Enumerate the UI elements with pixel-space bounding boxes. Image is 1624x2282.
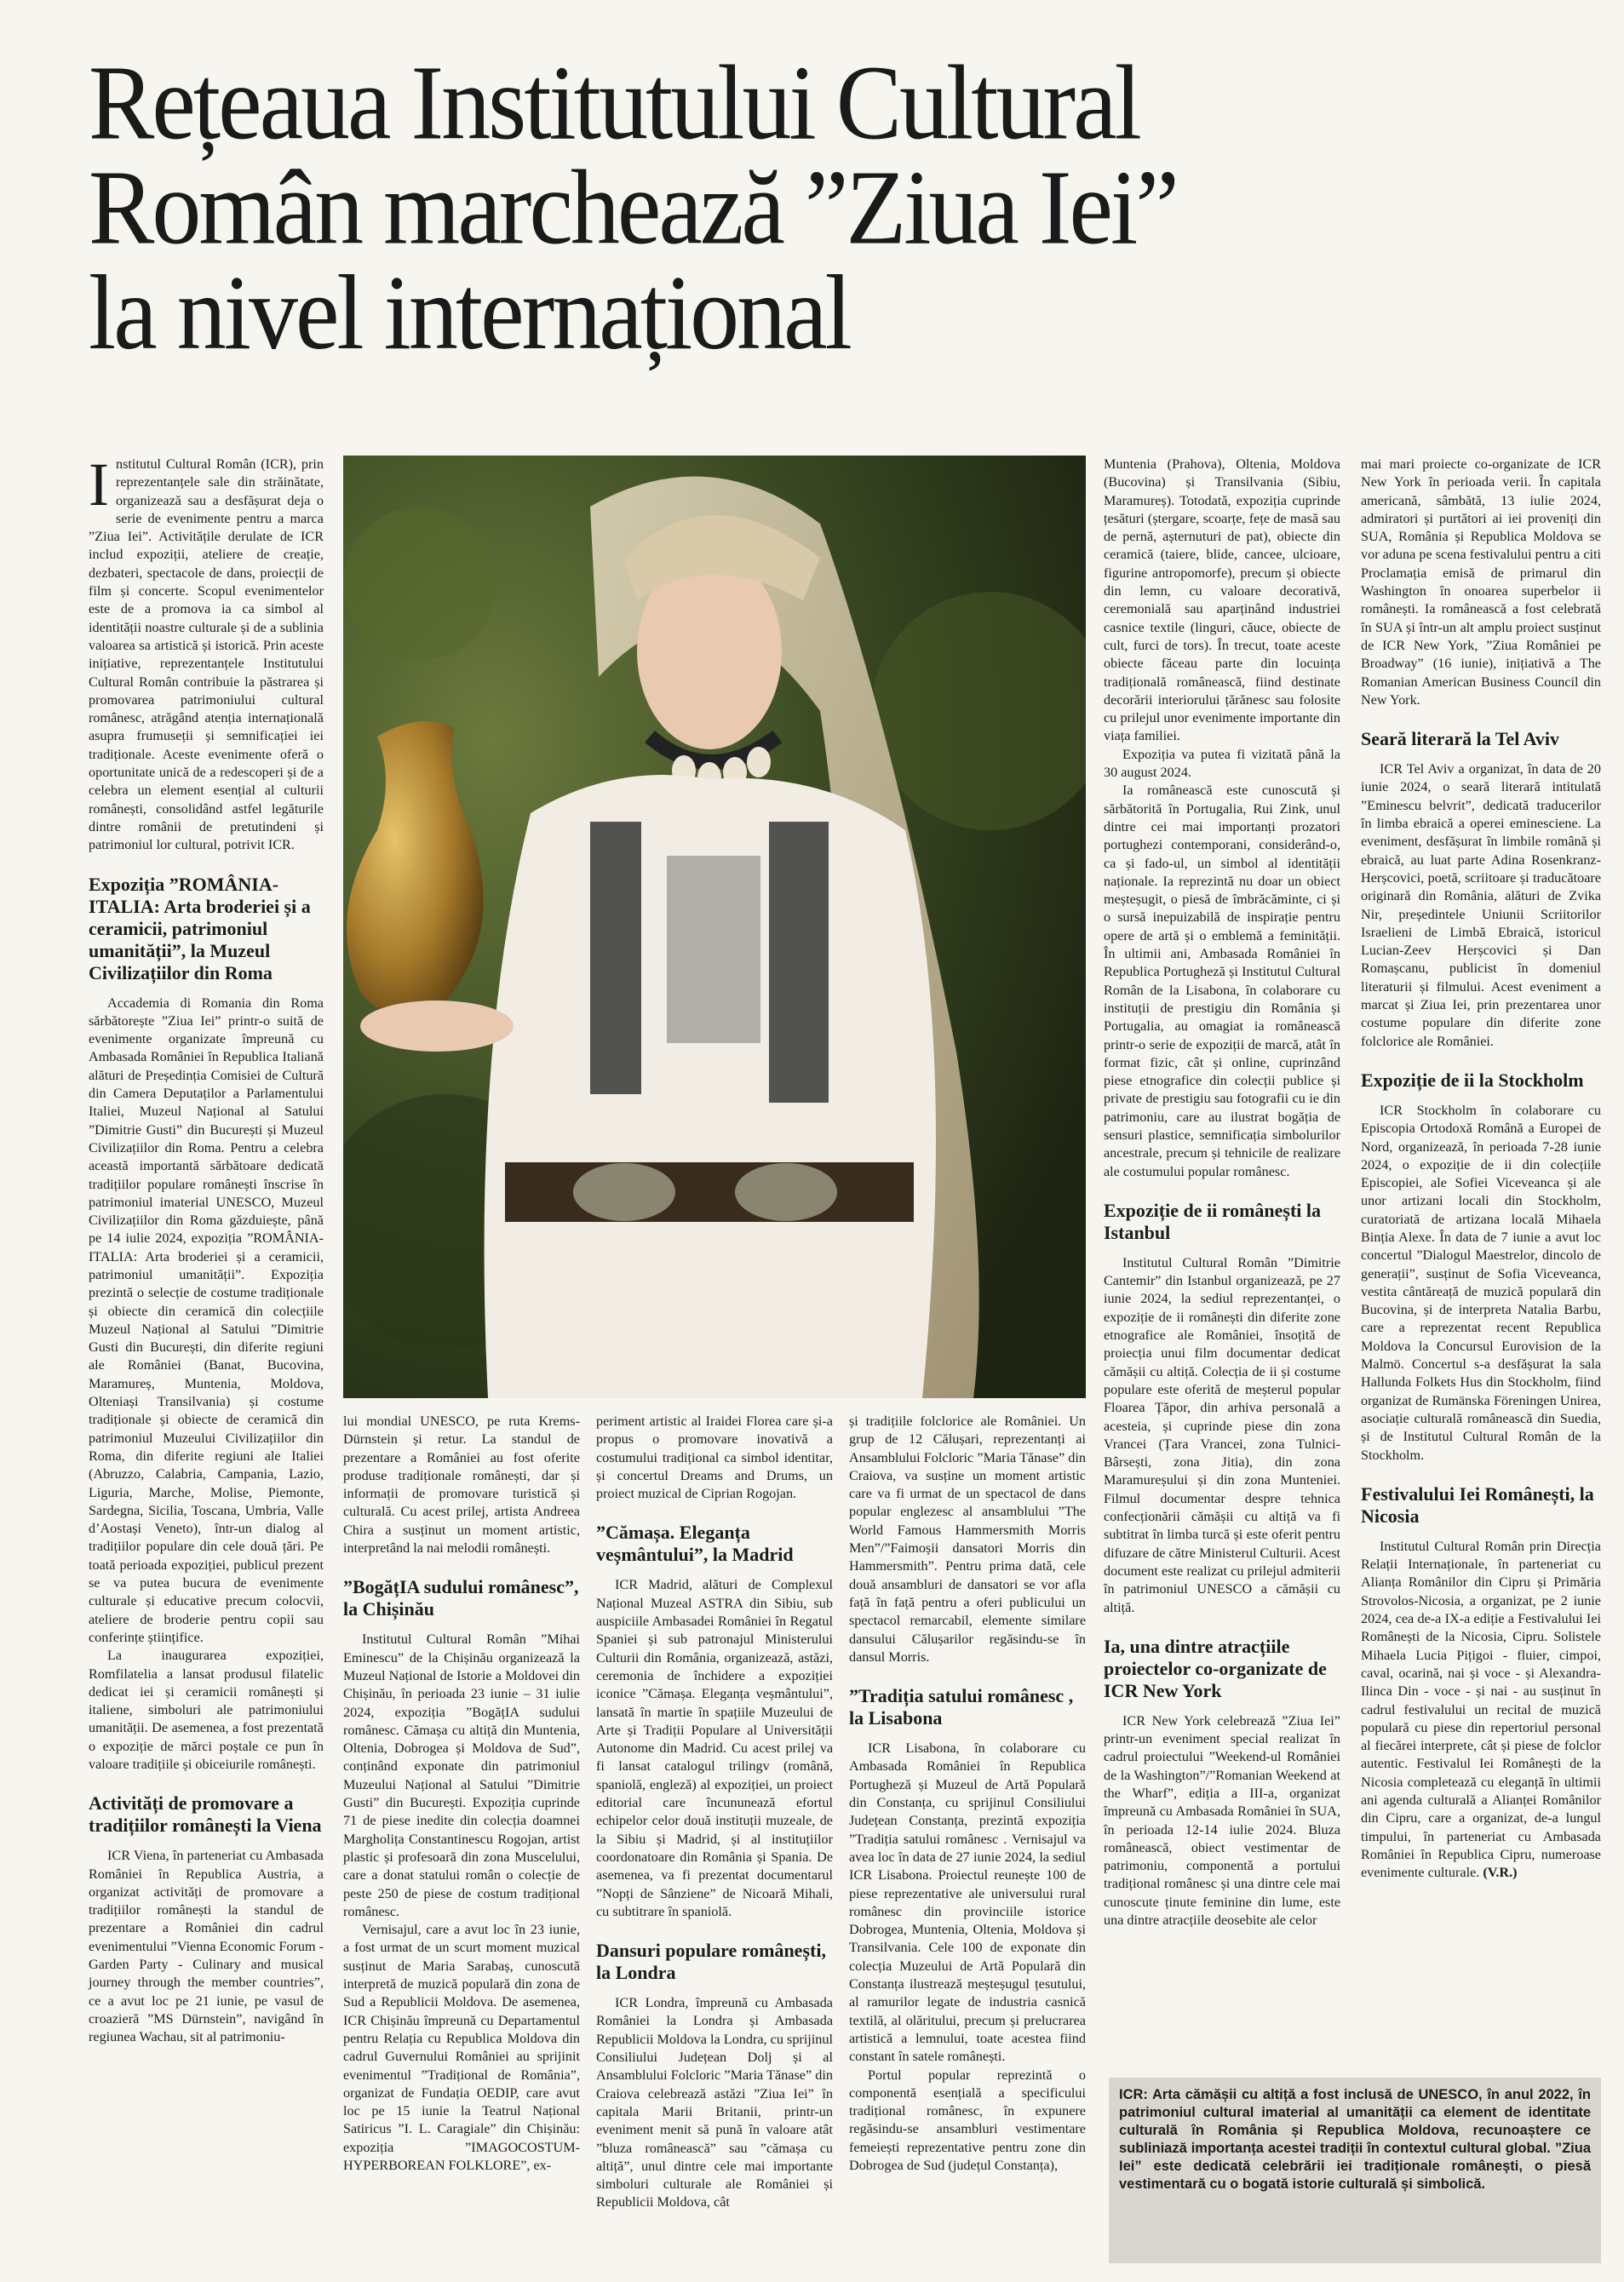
intro-paragraph: Institutul Cultural Român (ICR), prin reprezentanțele sale din străinătate, organizează sau a desfășurat deja o serie de evenimente pentru a marca ”Ziua Iei”. Activitățile derulate de ICR includ expoziții, ateliere de creație, dezbateri, spectacole de dans, proiecții de film și concerte. Scopul evenimentelor este de a promova ia ca simbol al identității noastre culturale și de a sublinia valoarea sa artistică și istorică. Prin aceste inițiative, reprezentanțele Institutului Cultural Român contribuie la păstrarea și promovarea patrimoniului cultural românesc, atrăgând atenția internațională asupra frumuseții și semnificației iei tradiționale. Aceste evenimente oferă o oportunitate unică de a redescoperi și de a celebra un element esențial al culturii românești, consolidând astfel legăturile dintre românii de pretutindeni și patrimoniul lor cultural, potrivit ICR.	[89, 450, 324, 853]
paragraph: mai mari proiecte co-organizate de ICR New York în perioada verii. În capitala americană, sâmbătă, 13 iulie 2024, admiratori și purtători ai iei proveniți din SUA, România și Republica Moldova se vor aduna pe scena festivalului pentru a citi Proclamația emisă de primarul din Washington în onoarea superbelor ii românești. Ia românească a fost celebrată în SUA și într-un alt amplu proiect susținut de ICR New York, ”Ziua României pe Broadway” (16 iunie), inițiativă a The Romanian American Business Council din New York.	[1361, 456, 1601, 708]
paragraph: ICR Londra, împreună cu Ambasada României la Londra și Ambasada Republicii Moldova la Londra, cu sprijinul Consiliului Județean Dolj și al Ansamblului Folcloric ”Maria Tănase” din Craiova celebrează astăzi ”Ziua Iei” în capitala Marii Britanii, printr-un eveniment menit să pună în valoare atât ”bluza românească” sau ”cămașa cu altiță”, unul dintre cele mai importante simboluri culturale ale României și Republicii Moldova, cât	[596, 1995, 833, 2210]
paragraph: și tradițiile folclorice ale României. Un grup de 12 Călușari, reprezentanți ai Ansamblului Folcloric ”Maria Tănase” din Craiova, va susține un moment artistic care va fi urmat de un spectacol de dans popular englezesc al ansamblului ”The World Famous Hammersmith Morris Men”/”Faimoșii dansatori Morris din Hammersmith”. Pentru prima dată, cele două ansambluri de dansatori se vor afla față în față pentru a oferi publicului un spectacol remarcabil, elemente similare dansului Călușarilor regăsindu-se în dansul Morris.	[849, 1413, 1086, 1665]
paragraph: Institutul Cultural Român ”Mihai Eminescu” de la Chișinău organizează la Muzeul Național de Istorie a Moldovei din Chișinău, în perioada 23 iunie – 31 iulie 2024, expoziția ”BogățIA sudului românesc. Cămașa cu altiță din Muntenia, Oltenia, Dobrogea și Moldova de Sud”, conținând exponate din patrimoniul Muzeului Național al Satului ”Dimitrie Gusti” din București. Expoziția cuprinde 71 de piese inedite din colecția doamnei Margholița Constantinescu Rogojan, artist plastic și profesoară din zona Muscelului, care a donat statului român o colecție de peste 250 de piese de costum tradițional românesc.	[343, 1631, 580, 1919]
author-signature: (V.R.)	[1483, 1865, 1518, 1881]
paragraph: ICR Viena, în parteneriat cu Ambasada României în Republica Austria, a organizat activități de promovare a tradițiilor românești la standul de prezentare a României din cadrul evenimentului ”Vienna Economic Forum - Garden Party - Culinary and musical journey through the member countries”, ce a avut loc pe 21 iunie, pe vasul de croazieră ”MS Dürnstein”, navigând în regiunea Wachau, sit al patrimoniu-	[89, 1848, 324, 2045]
paragraph: periment artistic al Iraidei Florea care și-a propus o promovare inovativă a costumului tradițional ca simbol identitar, și concertul Dreams and Drums, un proiect muzical de Ciprian Rogojan.	[596, 1413, 833, 1502]
paragraph: Muntenia (Prahova), Oltenia, Moldova (Bucovina) și Transilvania (Sibiu, Maramureș). Totodată, expoziția cuprinde țesături (ștergare, scoarțe, fețe de masă sau de pernă, așternuturi de pat), obiecte din ceramică (taiere, blide, cancee, ulcioare, figurine antropomorfe), precum și obiecte din lemn, cu valoare decorativă, ceremonială sau aparținând industriei casnice textile (linguri, căuce, obiecte de cult, furci de tors). În trecut, toate aceste obiecte făceau parte din locuința tradițională românească, fiind destinate decorării interiorului țărănesc sau folosite cu prilejul unor evenimente importante din viața familiei.	[1104, 456, 1340, 744]
drop-cap: I	[89, 450, 109, 519]
heading-new-york: Ia, una dintre atracțiile proiectelor co-organizate de ICR New York	[1104, 1635, 1327, 1701]
heading-madrid: ”Cămașa. Eleganța veșmântului”, la Madrid	[596, 1522, 794, 1566]
heading-tel-aviv: Seară literară la Tel Aviv	[1361, 728, 1560, 750]
column-2	[343, 1413, 580, 2175]
heading-istanbul: Expoziție de ii românești la Istanbul	[1104, 1199, 1322, 1243]
column-6	[1361, 456, 1601, 1882]
paragraph: La inaugurarea expoziției, Romfilatelia a lansat produsul filatelic dedicat iei și ceramicii românești și italiene, simboluri ale patrimoniului umanității. De asemenea, a fost prezentată o expoziție de mărci poștale ce pun în valoare tradițiile și obiceiurile românești.	[89, 1648, 324, 1772]
column-3	[596, 1413, 833, 2212]
paragraph: Accademia di Romania din Roma sărbătorește ”Ziua Iei” printr-o suită de evenimente organizate împreună cu Ambasada României în Republica Italiană alături de Președinția Comisiei de Cultură din Camera Deputaților a Parlamentului Italiei, Muzeul Național al Satului ”Dimitrie Gusti” din București și Muzeul Civilizațiilor din Roma. Pentru a celebra această importantă sărbătoare dedicată tradițiilor populare românești înscrise în patrimoniul imaterial UNESCO, Muzeul Civilizațiilor din Roma găzduiește, până pe 14 iulie 2024, expoziția ”ROMÂNIA-ITALIA: Arta broderiei și a ceramicii, patrimoniul umanității”. Expoziția prezintă o selecție de costume tradiționale și obiecte din ceramică din colecțiile Muzeul Național al Satului ”Dimitrie Gusti din București, din diferite regiuni ale României (Banat, Bucovina, Maramureș, Muntenia, Moldova, Olteniași Transilvania) și costume tradiționale și obiecte de ceramică din patrimoniul Muzeului Civilizațiilor din Roma, din diferite regiuni ale Italiei (Abruzzo, Calabria, Campania, Lazio, Liguria, Marche, Molise, Piemonte, Sardegna, Sicilia, Toscana, Umbria, Valle d’Aostași Veneto), într-un dialog al tradițiilor populare din cele două țări. Pe toată perioada expoziției, publicul prezent se va putea bucura de evenimente culturale și educative precum colocvii, ateliere de broderie pentru copii sau conferințe științifice.	[89, 995, 324, 1645]
heading-chisinau: ”BogățIA sudului românesc”, la Chișinău	[343, 1576, 579, 1620]
heading-viena: Activități de promovare a tradițiilor românești la Viena	[89, 1792, 322, 1837]
paragraph: Institutul Cultural Român ”Dimitrie Cantemir” din Istanbul organizează, pe 27 iunie 2024, la sediul reprezentanței, o expoziție de ii românești din diferite zone etnografice ale României, însoțită de proiecția unui film documentar dedicat cămășii cu altiță. Colecția de ii și costume populare este oferită de meșterul popular Floarea Țăpor, din arhiva personală a acesteia, și cuprinde piese din zona Vrancei (Țara Vrancei, zona Tulnici-Bârsești, zona Jitia), din zona Maramureșului și din zona Munteniei. Filmul documentar despre tehnica confecționării cămășii cu altiță va fi subtitrat în limba turcă și este oferit pentru difuzare de către Ministerul Culturii. Acest document este realizat cu prilejul admiterii în patrimoniul UNESCO a cămășii cu altiță.	[1104, 1254, 1340, 1615]
heading-nicosia: Festivalului Iei Românești, la Nicosia	[1361, 1482, 1594, 1527]
heading-londra: Dansuri populare românești, la Londra	[596, 1940, 826, 1984]
column-4	[849, 1413, 1086, 2175]
paragraph: Vernisajul, care a avut loc în 23 iunie, a fost urmat de un scurt moment muzical susținut de Maria Sarabaș, cunoscută interpretă de muzică populară din zona de Sud a Republicii Moldova. De asemenea, ICR Chișinău împreună cu Departamentul pentru Relația cu Republica Moldova din cadrul Guvernului României au sprijinit evenimentul ”Tradițional de România”, organizat de Fundația OEDIP, care avut loc pe 15 iunie la Teatrul Național Satiricus ”I. L. Caragiale” din Chișinău: expoziția ”IMAGOCOSTUM-HYPERBOREAN FOLKLORE”, ex-	[343, 1922, 580, 2173]
heading-roma: Expoziția ”ROMÂNIA-ITALIA: Arta broderiei și a ceramicii, patrimoniul umanității”, la Muzeul Civilizațiilor din Roma	[89, 873, 311, 983]
paragraph: Institutul Cultural Român prin Direcția Relații Internaționale, în parteneriat cu Alianța Românilor din Cipru și Primăria Strovolos-Nicosia, a organizat, pe 2 iunie 2024, cea de-a IX-a ediție a Festivalului Iei Românești de la Nicosia, Cipru. Solistele Mihaela Lucia Pițigoi - fluier, cimpoi, caval, ocarină, nai și voce - și Alexandra-Ilinca Din - voce - și nai - au susținut în cadrul festivalului un recital de muzică populară cu piese din repertoriul personal al fiecărei interprete, cât și piese de folclor autentic. Festivalul Iei Românești de la Nicosia completează cu eleganță în ultimii ani agenda culturală a Alianței Românilor din Cipru, care a organizat, de-a lungul timpului, în parteneriat cu Ambasada României în Republica Cipru, numeroase evenimente culturale. (V.R.)	[1361, 1538, 1601, 1881]
headline-line-3: la nivel internațional	[89, 254, 850, 372]
paragraph: ICR Stockholm în colaborare cu Episcopia Ortodoxă Română a Europei de Nord, organizează, în perioada 7-28 iunie 2024, o expoziție de ii din colecțiile Episcopiei, ale Sofiei Viceveanca și ale unor artizani locali din Stockholm, curatoriată de artizana locală Mihaela Binția Alexe. În data de 7 iunie a avut loc concertul ”Dialogul Maestrelor, dincolo de generații”, susținut de Sofia Viceveanca, vestita cântăreață de muzică populară din Bucovina, și de interpreta Natalia Barbu, care a reprezentat recent Republica Moldova la Concursul Eurovision de la Malmö. Concertul s-a desfășurat la sala Hallunda Folkets Hus din Stockholm, fiind organizat de Rumänska Föreningen Unirea, asociație culturală românească din Suedia, și de Institutul Cultural Român de la Stockholm.	[1361, 1102, 1601, 1463]
headline	[89, 44, 1536, 372]
paragraph: ICR New York celebrează ”Ziua Iei” printr-un eveniment special realizat în cadrul proiectului ”Weekend-ul României de la Washington”/”Romanian Weekend at the Wharf”, ediția a III-a, organizat împreună cu Ambasada României în SUA, în perioada 12-14 iulie 2024. Bluza românească, obiect vestimentar de patrimoniu, componentă a portului tradițional românesc și una dintre cele mai cunoscute ținute feminine din lume, este una dintre atracțiile deosebite ale celor	[1104, 1712, 1340, 1929]
paragraph: ICR Lisabona, în colaborare cu Ambasada României în Republica Portugheză și Muzeul de Artă Populară din Constanța, cu sprijinul Consiliului Județean Constanța, prezintă expoziția ”Tradiția satului românesc . Vernisajul va avea loc în data de 27 iunie 2024, la sediul ICR Lisabona. Proiectul reunește 100 de piese reprezentative ale universului rural românesc din provinciile istorice Dobrogea, Muntenia, Oltenia, Moldova și Transilvania. Cele 100 de exponate din colecția Muzeului de Artă Populară din Constanța ilustrează meșteșugul țesutului, al ramurilor legate de industria casnică textilă, al olăritului, precum și prelucrarea artistică a lemnului, toate acestea fiind constant în satele românești.	[849, 1740, 1086, 2065]
headline-line-1: Rețeaua Institutului Cultural	[89, 44, 1139, 163]
info-box: ICR: Arta cămășii cu altiță a fost inclusă de UNESCO, în anul 2022, în patrimoniul cultural imaterial al umanității ca element de identitate culturală în România și Republica Moldova, recunoaștere ce subliniază importanța acestei tradiții în contextul cultural global. ”Ziua Iei” este dedicată celebrării iei tradiționale românești, o piesă vestimentară cu o bogată istorie culturală și simbolică.	[1109, 2078, 1601, 2263]
paragraph: lui mondial UNESCO, pe ruta Krems-Dürnstein și retur. La standul de prezentare a României au fost oferite produse tradiționale românești, dar și informații de promovare turistică și culturală. Cu acest prilej, artista Andreea Chira a susținut un moment artistic, interpretând la nai melodii românești.	[343, 1413, 580, 1557]
paragraph: ICR Madrid, alături de Complexul Național Muzeal ASTRA din Sibiu, sub auspiciile Ambasadei României în Regatul Spaniei și sub patronajul Ministerului Culturii din România, organizează, astăzi, ceremonia de închidere a expoziției iconice ”Cămașa. Eleganța veșmântului”, lansată în martie în spațiile Muzeului de Arte și Tradiții Populare al Universității Autonome din Madrid. Cu acest prilej va fi lansat catalogul trilingv (română, spaniolă, engleză) al expoziției, un proiect editorial care încununează efortul echipelor celor două instituții muzeale, de la Sibiu și Madrid, și al instituțiilor coordonatoare din România și Spania. De asemenea, va fi prezentat documentarul ”Nopți de Sânziene” de Nicoară Mihali, cu subtitrare în spaniolă.	[596, 1577, 833, 1919]
heading-stockholm: Expoziție de ii la Stockholm	[1361, 1069, 1584, 1091]
paragraph: Portul popular reprezintă o componentă esențială a specificului tradițional românesc, în expunere regăsindu-se ansambluri vestimentare femeiești reprezentative pentru zone din Dobrogea de Sud (județul Constanța),	[849, 2067, 1086, 2173]
heading-lisabona: ”Tradiția satului românesc , la Lisabona	[849, 1685, 1074, 1729]
woman-in-ie-photo	[343, 456, 1086, 1398]
column-1	[89, 450, 324, 2047]
headline-line-2: Român marchează ”Ziua Iei”	[89, 149, 1177, 267]
paragraph: Ia românească este cunoscută și sărbătorită în Portugalia, Rui Zink, unul dintre cei mai importanți prozatori portughezi contemporani, considerând-o, ca și fado-ul, un simbol al identității naționale. Ia reprezintă nu doar un obiect meșteșugit, o piesă de îmbrăcăminte, ci și o sursă inepuizabilă de inspirație pentru opere de artă și o emblemă a feminității. În ultimii ani, Ambasada României în Republica Portugheză și Institutul Cultural Român de la Lisabona, în colaborare cu instituții de prestigiu din România și Portugalia, au omagiat ia românească printr-o serie de expoziții de marcă, atât în format fizic, cât și online, cuprinzând piese etnografice din colecții publice și private de prestigiu sau fotografii cu ie din patrimoniu, care au ilustrat bogăția de sensuri plastice, semnificația simbolurilor ancestrale, precum și tehnicile de realizare ale costumului popular românesc.	[1104, 783, 1340, 1179]
column-5	[1104, 456, 1340, 1929]
paragraph: Expoziția va putea fi vizitată până la 30 august 2024.	[1104, 746, 1340, 781]
paragraph: ICR Tel Aviv a organizat, în data de 20 iunie 2024, o seară literară intitulată ”Eminescu belvrit”, dedicată traducerilor în limba ebraică a operei eminesciene. La eveniment, desfășurat în limbile română și ebraică, au luat parte Adina Rosenkranz-Herșcovici, poetă, scriitoare și traducătoare originară din România, alături de Zvika Nir, președintele Uniunii Scriitorilor Israelieni de Limbă Ebraică, istoricul Lucian-Zeev Herșcovici și Dan Romașcanu, publicist în domeniul literaturii și filmului. Acest eveniment a marcat și Ziua Iei, prin prezentarea unor costume populare din diferite zone folclorice ale României.	[1361, 761, 1601, 1049]
